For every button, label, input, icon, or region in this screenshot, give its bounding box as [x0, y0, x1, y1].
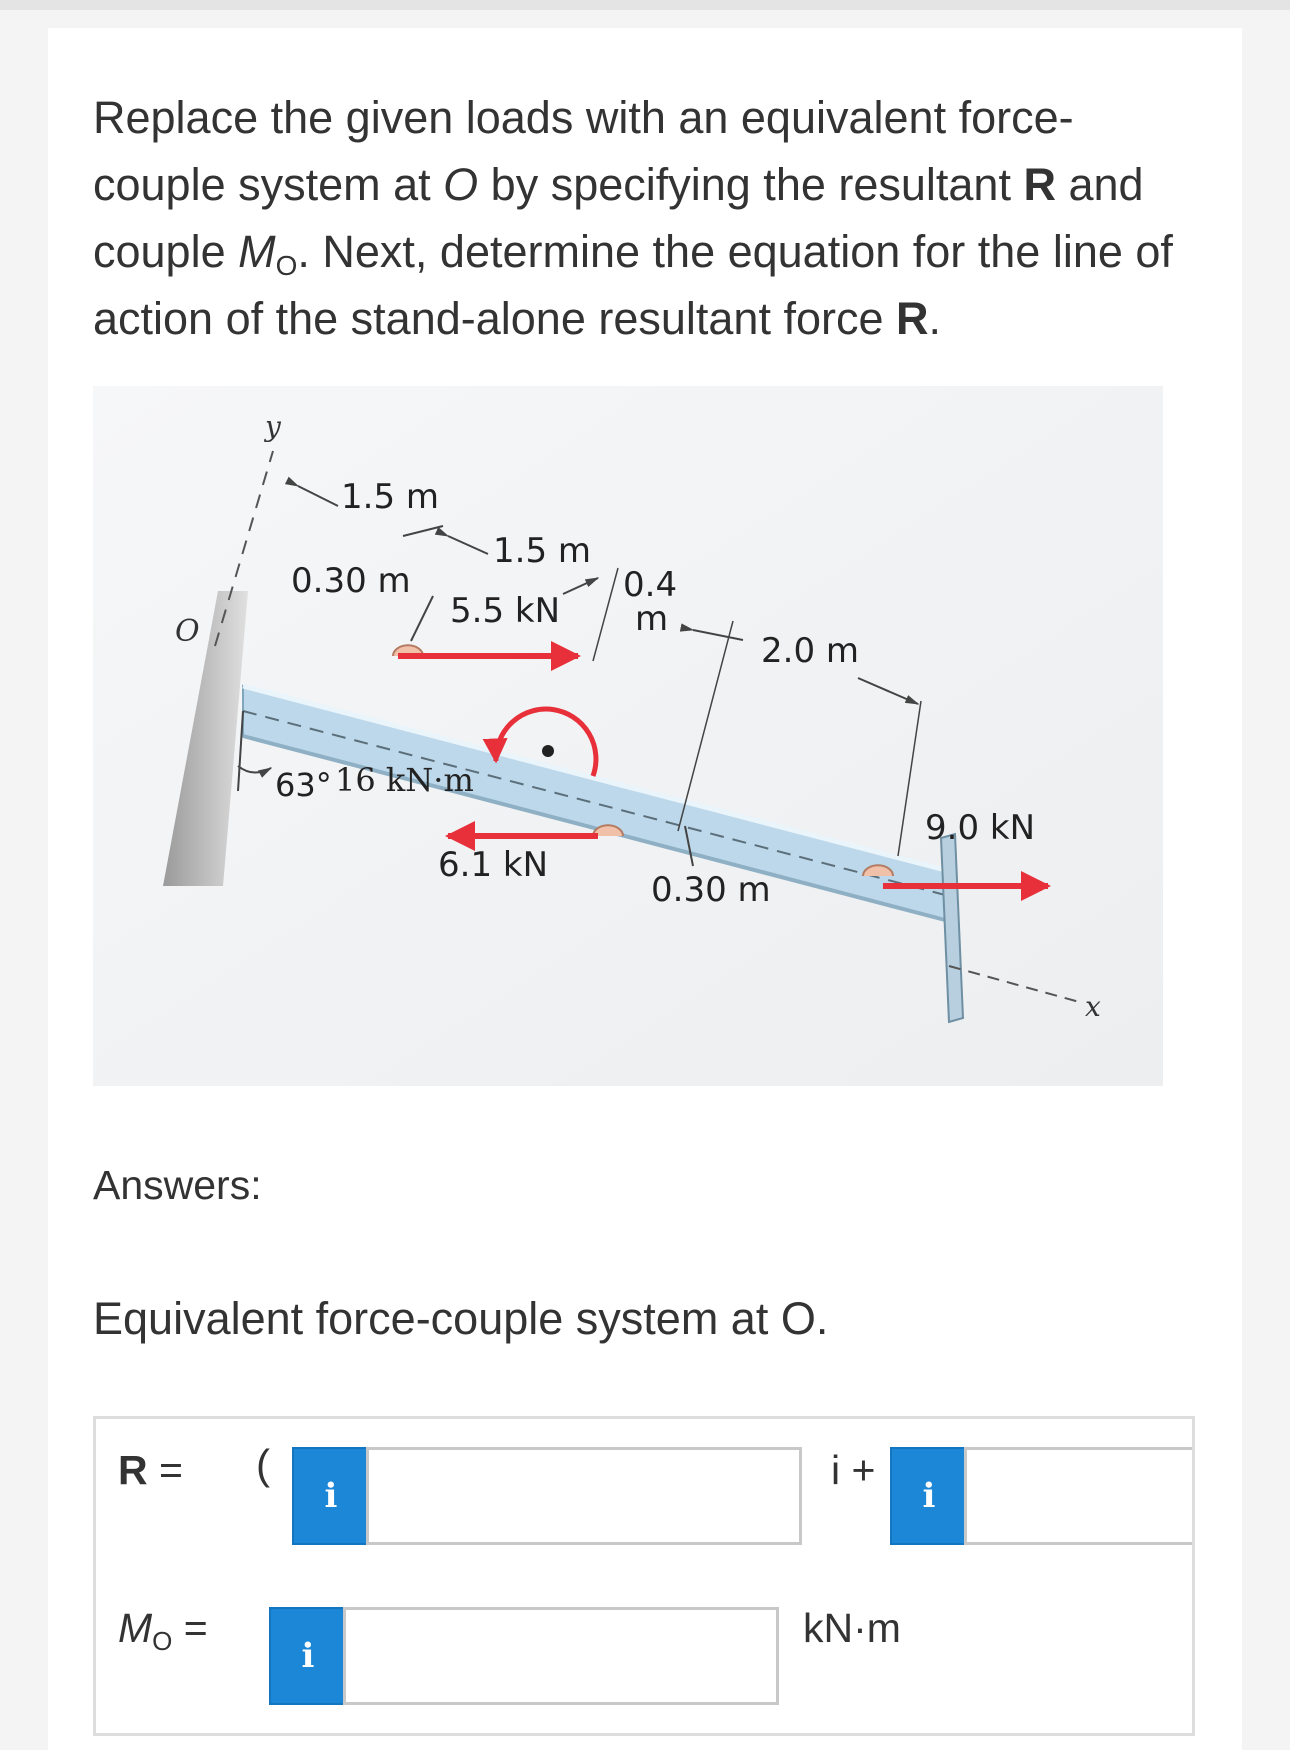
r-y-input[interactable]	[964, 1447, 1192, 1545]
dim-0-4-line1: 0.4	[623, 565, 678, 605]
answer-box	[93, 1416, 1195, 1736]
m-row-label: $M_O$ =	[118, 1605, 208, 1656]
info-button-r-y[interactable]: i	[890, 1447, 968, 1545]
r-x-input[interactable]	[366, 1447, 802, 1545]
y-axis-label: y	[265, 410, 281, 443]
info-button-r-x[interactable]: i	[292, 1447, 370, 1545]
i-plus-label: i +	[831, 1447, 876, 1493]
answers-label: Answers:	[93, 1162, 262, 1208]
mo-unit-label: kN·m	[803, 1605, 901, 1651]
open-paren: (	[256, 1441, 270, 1488]
info-button-mo[interactable]: i	[269, 1607, 347, 1705]
r-row-label: R =	[118, 1447, 183, 1493]
dim-0-30-top: 0.30 m	[291, 561, 411, 601]
moment-label: 16 kN·m	[335, 761, 474, 799]
mo-input[interactable]	[343, 1607, 779, 1705]
dim-2-0: 2.0 m	[761, 631, 859, 671]
x-axis-label: x	[1085, 990, 1101, 1023]
subheading-force-couple: Equivalent force-couple system at O.	[93, 1293, 829, 1344]
origin-label: O	[175, 614, 200, 649]
dim-0-4-line2: m	[635, 599, 669, 639]
question-text: Replace the given loads with an equivalent force-couple system at O by specifying the resultant R and couple $M_O$. Next, determine the equation for the line of action of the stand-alone resultant force R.	[93, 92, 1173, 344]
beam-diagram	[93, 386, 1163, 1086]
moment-point	[542, 745, 554, 757]
force-6-1-label: 6.1 kN	[438, 845, 549, 885]
force-9-0-label: 9.0 kN	[925, 808, 1036, 848]
dim-1-5-a: 1.5 m	[341, 477, 439, 517]
question-card	[48, 28, 1242, 1750]
dim-1-5-b: 1.5 m	[493, 531, 591, 571]
force-5-5-label: 5.5 kN	[450, 591, 561, 631]
angle-label: 63°	[275, 766, 332, 804]
top-bar	[0, 0, 1290, 10]
dim-0-30-bottom: 0.30 m	[651, 870, 771, 910]
